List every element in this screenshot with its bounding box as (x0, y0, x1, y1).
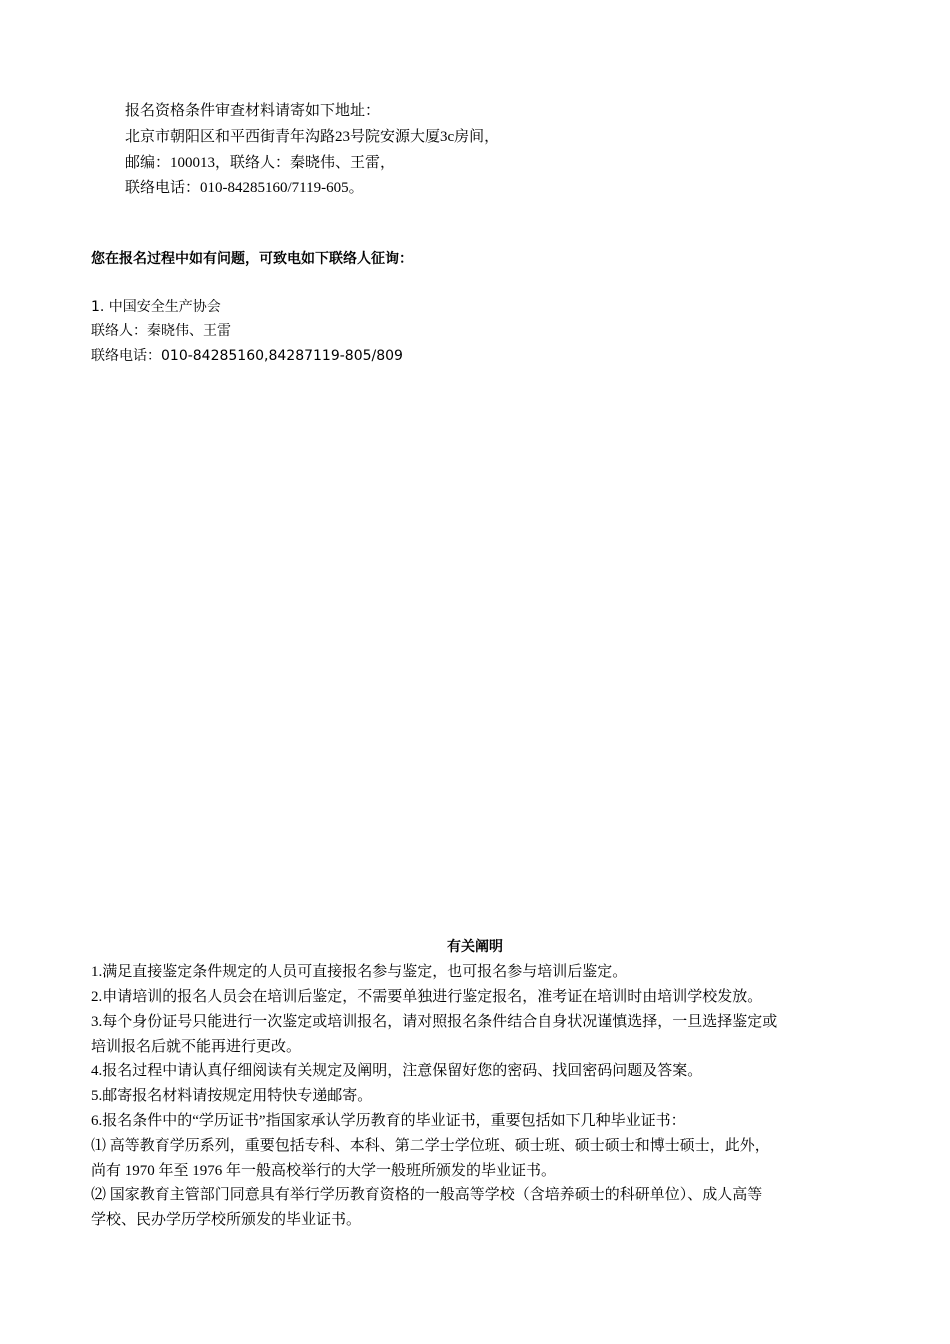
postcode-contact-line: 邮编：100013，联络人：秦晓伟、王雷， (125, 155, 396, 171)
address-intro: 报名资格条件审查材料请寄如下地址： (125, 103, 381, 119)
note-subitem-1: ⑴ 高等教育学历系列，重要包括专科、本科、第二学士学位班、硕士班、硕士硕士和博士硕士，此外， (91, 1138, 770, 1154)
contact-organization: 1. 中国安全生产协会 (91, 299, 221, 315)
notes-title: 有关阐明 (447, 939, 503, 955)
contact-person: 联络人：秦晓伟、王雷 (91, 323, 231, 339)
note-item-6: 6.报名条件中的“学历证书”指国家承认学历教育的毕业证书，重要包括如下几种毕业证书： (91, 1113, 686, 1129)
address-line: 北京市朝阳区和平西街青年沟路23号院安源大厦3c房间， (125, 129, 500, 145)
contact-phone: 联络电话：010-84285160,84287119-805/809 (91, 348, 403, 364)
note-subitem-2-cont: 学校、民办学历学校所颁发的毕业证书。 (91, 1212, 362, 1228)
note-subitem-1-cont: 尚有 1970 年至 1976 年一般高校举行的大学一般班所颁发的毕业证书。 (91, 1163, 557, 1179)
note-item-3: 3.每个身份证号只能进行一次鉴定或培训报名，请对照报名条件结合自身状况谨慎选择，一旦选择鉴定或 (91, 1014, 778, 1030)
note-item-4: 4.报名过程中请认真仔细阅读有关规定及阐明，注意保留好您的密码、找回密码问题及答案。 (91, 1063, 703, 1079)
contact-heading: 您在报名过程中如有问题，可致电如下联络人征询： (91, 251, 413, 267)
phone-line: 联络电话：010-84285160/7119-605。 (125, 180, 364, 196)
note-item-1: 1.满足直接鉴定条件规定的人员可直接报名参与鉴定，也可报名参与培训后鉴定。 (91, 964, 628, 980)
note-item-5: 5.邮寄报名材料请按规定用特快专递邮寄。 (91, 1088, 373, 1104)
note-subitem-2: ⑵ 国家教育主管部门同意具有举行学历教育资格的一般高等学校（含培养硕士的科研单位）、成人高等 (91, 1187, 763, 1203)
note-item-2: 2.申请培训的报名人员会在培训后鉴定，不需要单独进行鉴定报名，准考证在培训时由培训学校发放。 (91, 989, 763, 1005)
note-item-3-cont: 培训报名后就不能再进行更改。 (91, 1039, 302, 1055)
